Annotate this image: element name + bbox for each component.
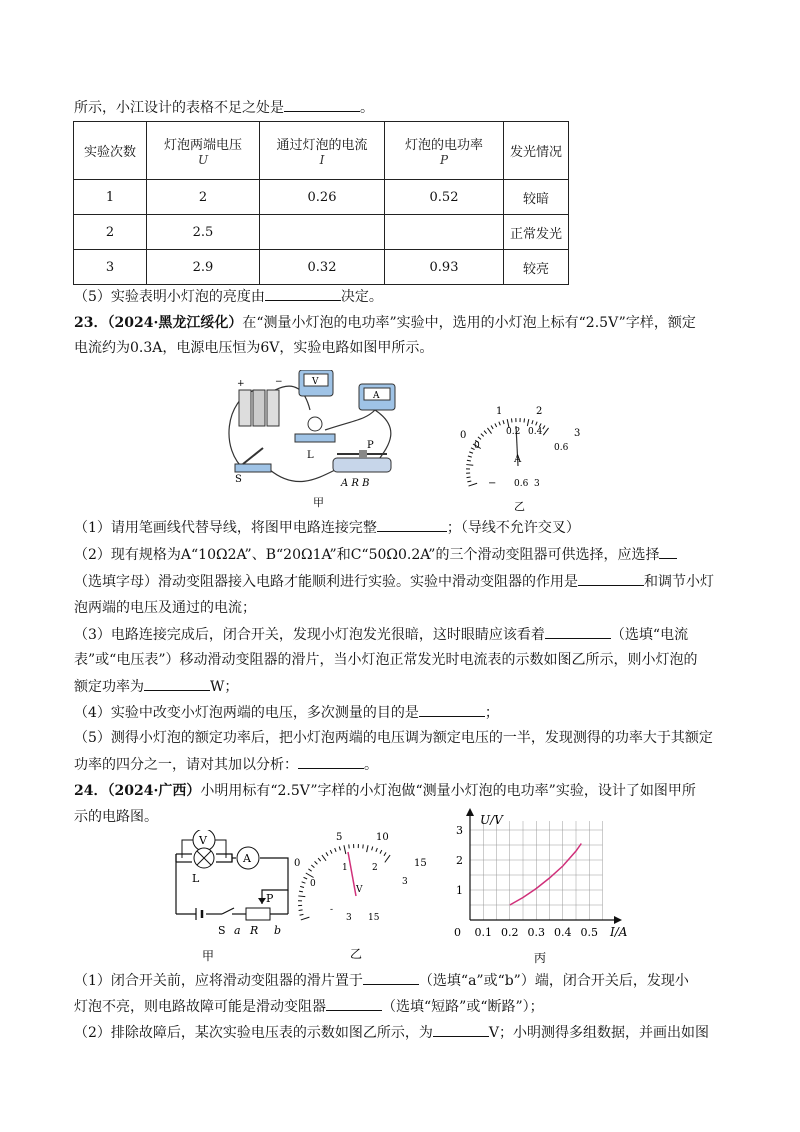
x-axis-label: I/A	[610, 925, 628, 939]
end-a-label: a	[234, 924, 241, 937]
ammeter-label: A	[243, 852, 251, 865]
dial-tick	[306, 873, 314, 878]
intro-line: 所示，小江设计的表格不足之处是 。	[74, 97, 374, 118]
dial-needle	[348, 852, 356, 896]
figure-caption: 甲	[313, 496, 324, 509]
table-cell: 0.26	[260, 180, 385, 215]
q23-figure-yi-ammeter-dial	[450, 400, 590, 515]
x-tick-label: 0.3	[527, 926, 545, 939]
table-cell: 正常发光	[504, 215, 569, 250]
voltmeter-label: V	[312, 377, 319, 387]
dial-tick	[300, 914, 304, 915]
dial-tick	[339, 846, 340, 850]
q23-part5-line2: 功率的四分之一，请对其加以分析： 。	[74, 754, 378, 775]
dial-tick	[469, 483, 478, 486]
dial-tick	[484, 431, 487, 434]
q24-part1: （1）闭合开关前，应将滑动变阻器的滑片置于 （选填“a”或“b”）端，闭合开关后，发现小	[74, 970, 689, 991]
switch-label: S	[235, 474, 242, 485]
q23-part3: （3）电路连接完成后，闭合开关，发现小灯泡发光很暗，这时眼睛应该看着 （选填“电流	[74, 624, 688, 645]
y-tick-label: 3	[456, 824, 463, 837]
q24-stem-2: 示的电路图。	[74, 809, 158, 825]
table-cell: 较暗	[504, 180, 569, 215]
table-cell: 2	[147, 180, 260, 215]
battery-icon	[239, 390, 279, 426]
dial-tick	[380, 850, 382, 854]
q22-part5: （5）实验表明小灯泡的亮度由 决定。	[74, 286, 383, 307]
tick-label: 1	[342, 863, 348, 873]
tick-label: 3	[574, 428, 581, 439]
table-cell: 3	[74, 250, 147, 285]
tick-label: 0.6	[554, 443, 569, 453]
figure-caption: 甲	[202, 949, 215, 963]
x-tick-label: 0.5	[580, 926, 598, 939]
slider-label: P	[367, 440, 374, 451]
answer-blank[interactable]	[284, 97, 360, 112]
dial-tick	[491, 426, 493, 429]
table-cell: 2.9	[147, 250, 260, 285]
bulb-label: L	[307, 450, 314, 461]
x-tick-label: 0.1	[474, 926, 492, 939]
dial-tick	[363, 844, 364, 848]
q24-stem: 24．（2024·广西）小明用标有“2.5V”字样的小灯泡做“测量小灯泡的电功率”实验，设计了如图甲所	[74, 783, 696, 799]
table-row	[74, 215, 569, 250]
dial-tick	[322, 855, 326, 861]
q23-part1: （1）请用笔画线代替导线，将图甲电路连接完整 ；（导线不允许交叉）	[74, 517, 580, 538]
table-cell	[385, 215, 504, 250]
terminal-label: 15	[368, 913, 380, 923]
table-cell: 0.32	[260, 250, 385, 285]
dial-tick	[335, 848, 336, 852]
x-tick-label: 0.2	[501, 926, 519, 939]
dial-tick	[302, 882, 306, 883]
header-cell: 灯泡的电功率 P	[385, 122, 504, 180]
switch-symbol	[222, 908, 234, 914]
q24-part1-line2: 灯泡不亮，则电路故障可能是滑动变阻器 （选填“短路”或“断路”）；	[74, 996, 544, 1017]
terminal-label: −	[488, 478, 497, 489]
chart-grid	[470, 821, 603, 920]
dial-tick	[304, 877, 308, 879]
tick-label: 0	[310, 879, 316, 889]
question-number: 24．	[74, 783, 108, 799]
intro-text: 所示，小江设计的表格不足之处是	[74, 100, 284, 116]
terminal-label: 0.6	[514, 479, 529, 489]
dial-tick	[503, 420, 504, 424]
header-cell: 实验次数	[74, 122, 147, 180]
tick-labels	[454, 824, 598, 939]
dial-tick	[468, 456, 472, 457]
dial-tick	[372, 846, 373, 850]
q23-stem-2: 电流约为0.3A，电源电压恒为6V，实验电路如图甲所示。	[74, 340, 434, 356]
q23-part5: （5）测得小灯泡的额定功率后，把小灯泡两端的电压调为额定电压的一半，发现测得的功率大于其额定	[74, 730, 713, 746]
header-cell: 通过灯泡的电流 I	[260, 122, 385, 180]
dial-tick	[536, 422, 537, 426]
table-row	[74, 180, 569, 215]
dial-tick	[466, 465, 473, 466]
slider-label: P	[266, 892, 274, 905]
bulb-icon	[295, 417, 335, 442]
table-cell: 2.5	[147, 215, 260, 250]
tick-label: 3	[402, 877, 408, 887]
rheostat-terminals-label: A R B	[341, 478, 370, 489]
q23-stem: 23．（2024·黑龙江绥化）在“测量小灯泡的电功率”实验中，选用的小灯泡上标有“2.5V”字样，额定	[74, 315, 696, 331]
q24-figure-bing-chart	[440, 806, 640, 966]
q23-figure-jia	[215, 370, 425, 510]
answer-blank[interactable]	[265, 286, 341, 301]
dial-tick	[524, 418, 525, 422]
tick-label: 15	[414, 858, 427, 869]
figure-caption: 乙	[350, 947, 363, 961]
dial-unit: A	[514, 454, 522, 465]
dial-tick	[469, 452, 473, 453]
dial-tick	[301, 917, 310, 920]
x-tick-label: 0	[454, 926, 461, 939]
tick-label: 2	[536, 406, 543, 417]
dial-tick	[367, 845, 368, 852]
dial-tick	[532, 420, 533, 424]
q23-part3-line2: 表”或“电压表”）移动滑动变阻器的滑片，当小灯泡正常发光时电流表的示数如图乙所示，则小灯泡的	[74, 652, 698, 668]
dial-tick	[326, 852, 328, 855]
question-number: 23．	[74, 315, 108, 331]
rheostat-icon	[333, 450, 391, 472]
answer-blank[interactable]	[419, 702, 485, 717]
dial-tick	[311, 865, 314, 868]
y-tick-label: 2	[456, 854, 463, 867]
q24-part2: （2）排除故障后，某次实验电压表的示数如图乙所示，为 V；小明测得多组数据，并画出如图	[74, 1022, 709, 1043]
table-cell: 0.93	[385, 250, 504, 285]
series-line	[510, 844, 582, 906]
terminal-label: 3	[534, 479, 540, 489]
bulb-label: L	[192, 872, 200, 885]
dial-tick	[376, 848, 377, 852]
dial-tick	[299, 910, 303, 911]
q23-part4: （4）实验中改变小灯泡两端的电压，多次测量的目的是 ；	[74, 702, 499, 723]
dial-tick	[344, 845, 346, 854]
q24-figure-yi-voltmeter-dial	[290, 828, 430, 963]
answer-blank[interactable]	[433, 1022, 489, 1037]
header-cell: 灯泡两端电压 U	[147, 122, 260, 180]
tick-label: 0.2	[506, 427, 521, 437]
end-b-label: b	[274, 924, 282, 937]
answer-blank[interactable]	[363, 970, 419, 985]
dial-tick	[543, 428, 548, 435]
table-cell	[260, 215, 385, 250]
question-source: （2024·黑龙江绥化）	[107, 315, 243, 331]
q23-part2-line2: （选填字母）滑动变阻器接入电路才能顺利进行实验。实验中滑动变阻器的作用是 和调节小灯	[74, 571, 714, 592]
rheostat-label: R	[250, 924, 259, 937]
q23-part2-line3: 泡两端的电压及通过的电流；	[74, 600, 256, 616]
answer-blank[interactable]	[545, 624, 611, 639]
q23-part3-line3: 额定功率为 W；	[74, 676, 238, 697]
question-source: （2024·广西）	[107, 783, 201, 799]
dial-tick	[478, 437, 481, 440]
switch-icon	[235, 448, 271, 472]
tick-label: 0	[474, 441, 480, 451]
dial-tick	[299, 891, 303, 892]
tick-label: 0	[460, 430, 467, 441]
table-cell: 1	[74, 180, 147, 215]
dial-tick	[300, 886, 304, 887]
dial-tick	[349, 844, 350, 848]
dial-tick	[315, 861, 318, 864]
table-row	[74, 250, 569, 285]
table-cell: 2	[74, 215, 147, 250]
terminal-label: -	[330, 905, 334, 915]
tick-label: 2	[372, 863, 378, 873]
answer-blank[interactable]	[298, 754, 364, 769]
dial-tick	[330, 850, 332, 854]
dial-unit: V	[356, 885, 363, 895]
dial-tick	[481, 434, 484, 437]
dial-tick	[527, 419, 528, 426]
y-tick-label: 1	[456, 884, 463, 897]
dial-tick	[298, 896, 305, 897]
dial-tick	[543, 426, 545, 429]
ammeter-label: A	[373, 391, 380, 401]
dial-tick	[467, 481, 471, 482]
dial-tick	[467, 477, 471, 478]
tick-label: 5	[336, 832, 343, 843]
header-cell: 发光情况	[504, 122, 569, 180]
table-header-row	[74, 122, 569, 180]
dial-tick	[511, 418, 512, 422]
battery-negative-label: −	[275, 377, 283, 387]
tick-label: 0.4	[528, 427, 543, 437]
tick-label: 10	[376, 832, 389, 843]
answer-blank[interactable]	[144, 676, 210, 691]
dial-tick	[385, 855, 390, 862]
q23-part2: （2）现有规格为A“10Ω2A”、B“20Ω1A”和C“50Ω0.2A”的三个滑动变阻器可供选择，应选择	[74, 544, 677, 565]
tick-label: 0	[294, 858, 301, 869]
voltmeter-label: V	[199, 834, 207, 847]
figure-caption: 乙	[514, 500, 525, 513]
terminal-label: 3	[346, 913, 352, 923]
data-table	[73, 121, 569, 285]
dial-tick	[384, 852, 386, 855]
figure-caption: 丙	[534, 951, 547, 965]
y-axis-arrow	[466, 808, 474, 816]
q24-figure-jia-circuit	[162, 830, 292, 965]
switch-label: S	[218, 924, 226, 937]
x-axis-arrow	[614, 916, 622, 924]
answer-blank[interactable]	[578, 571, 644, 586]
table-cell: 0.52	[385, 180, 504, 215]
x-tick-label: 0.4	[554, 926, 572, 939]
table-cell: 较亮	[504, 250, 569, 285]
dial-tick	[487, 428, 491, 434]
dial-tick	[495, 423, 497, 427]
tick-label: 1	[496, 406, 503, 417]
rheostat-symbol	[246, 908, 270, 920]
answer-blank[interactable]	[326, 996, 382, 1011]
y-axis-label: U/V	[480, 813, 503, 827]
dial-tick	[318, 858, 321, 861]
answer-blank[interactable]	[659, 544, 677, 559]
dial-tick	[499, 422, 500, 426]
answer-blank[interactable]	[377, 517, 447, 532]
dial-tick	[467, 460, 471, 461]
battery-positive-label: +	[237, 379, 245, 389]
dial-tick	[308, 869, 311, 871]
